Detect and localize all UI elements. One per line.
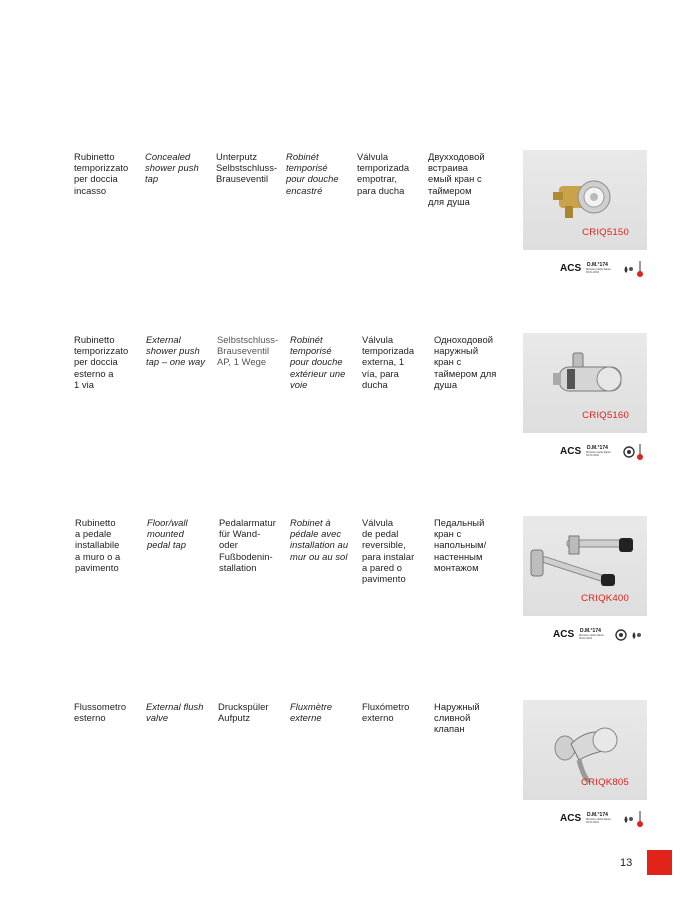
- desc-italian: Rubinetto a pedale installabile a muro o a pavimento: [75, 517, 121, 573]
- certifications: [560, 810, 650, 828]
- water-saving-icon: [629, 626, 645, 644]
- page-number: 13: [620, 857, 633, 869]
- product-code: CRIQ5150: [582, 227, 629, 238]
- desc-french: Fluxmètre externe: [290, 701, 333, 724]
- product-code: CRIQ5160: [582, 410, 629, 421]
- certifications: [560, 260, 650, 278]
- product-photo: [523, 150, 647, 250]
- desc-english: External flush valve: [146, 701, 204, 724]
- product-photo: [523, 333, 647, 433]
- adjustable-timer-icon: [614, 626, 628, 644]
- product-code: CRIQK805: [581, 777, 629, 788]
- dm174-logo: D.M.°174: [587, 262, 608, 268]
- desc-spanish: Fluxómetro externo: [362, 701, 410, 724]
- desc-italian: Rubinetto temporizzato per doccia esterno a 1 via: [74, 334, 129, 390]
- desc-russian: Педальный кран с напольным/ настенным монтажом: [434, 517, 487, 573]
- desc-russian: Двухходовой встраива емый кран с таймером для душа: [428, 151, 485, 207]
- product-code: CRIQK400: [581, 593, 629, 604]
- certifications: [560, 443, 650, 461]
- dm174-subtext: Ministero della Salute 06.04.2004: [586, 451, 611, 457]
- desc-english: Concealed shower push tap: [145, 151, 199, 185]
- thermometer-icon: [636, 443, 644, 461]
- desc-italian: Rubinetto temporizzato per doccia incasso: [74, 151, 129, 196]
- dm174-subtext: Ministero della Salute 06.04.2004: [586, 818, 611, 824]
- desc-german: Selbstschluss- Brauseventil AP, 1 Wege: [217, 334, 279, 368]
- desc-spanish: Válvula temporizada externa, 1 vía, para ducha: [362, 334, 415, 390]
- desc-english: External shower push tap – one way: [146, 334, 206, 368]
- dm174-subtext: Ministero della Salute 06.04.2004: [579, 634, 604, 640]
- desc-italian: Flussometro esterno: [74, 701, 127, 724]
- desc-german: Pedalarmatur für Wand- oder Fußbodenin- stallation: [219, 517, 276, 573]
- certifications: [553, 626, 645, 644]
- product-photo: [523, 516, 647, 616]
- acs-logo: ACS: [560, 813, 582, 824]
- acs-logo: ACS: [553, 629, 575, 640]
- desc-spanish: Válvula temporizada empotrar, para ducha: [357, 151, 410, 196]
- dm174-logo: D.M.°174: [587, 812, 608, 818]
- dm174-subtext: Ministero della Salute 06.04.2004: [586, 268, 611, 274]
- desc-german: Druckspüler Aufputz: [218, 701, 269, 724]
- thermometer-icon: [636, 260, 644, 278]
- page-accent-square: [647, 850, 672, 875]
- acs-logo: ACS: [560, 446, 582, 457]
- desc-german: Unterputz Selbstschluss- Brauseventil: [216, 151, 278, 185]
- desc-english: Floor/wall mounted pedal tap: [147, 517, 188, 551]
- desc-russian: Наружный сливной клапан: [434, 701, 480, 735]
- dm174-logo: D.M.°174: [587, 445, 608, 451]
- desc-spanish: Válvula de pedal reversible, para instalar a pared o pavimento: [362, 517, 415, 585]
- thermometer-icon: [636, 810, 644, 828]
- desc-russian: Одноходовой наружный кран с таймером для душа: [434, 334, 497, 390]
- adjustable-timer-icon: [622, 443, 636, 461]
- acs-logo: ACS: [560, 263, 582, 274]
- dm174-logo: D.M.°174: [580, 628, 601, 634]
- product-photo: [523, 700, 647, 800]
- desc-french: Robinet à pédale avec installation au mur ou au sol: [290, 517, 349, 562]
- desc-french: Robinét temporisé pour douche encastré: [286, 151, 339, 196]
- desc-french: Robinét temporisé pour douche extérieur une voie: [290, 334, 346, 390]
